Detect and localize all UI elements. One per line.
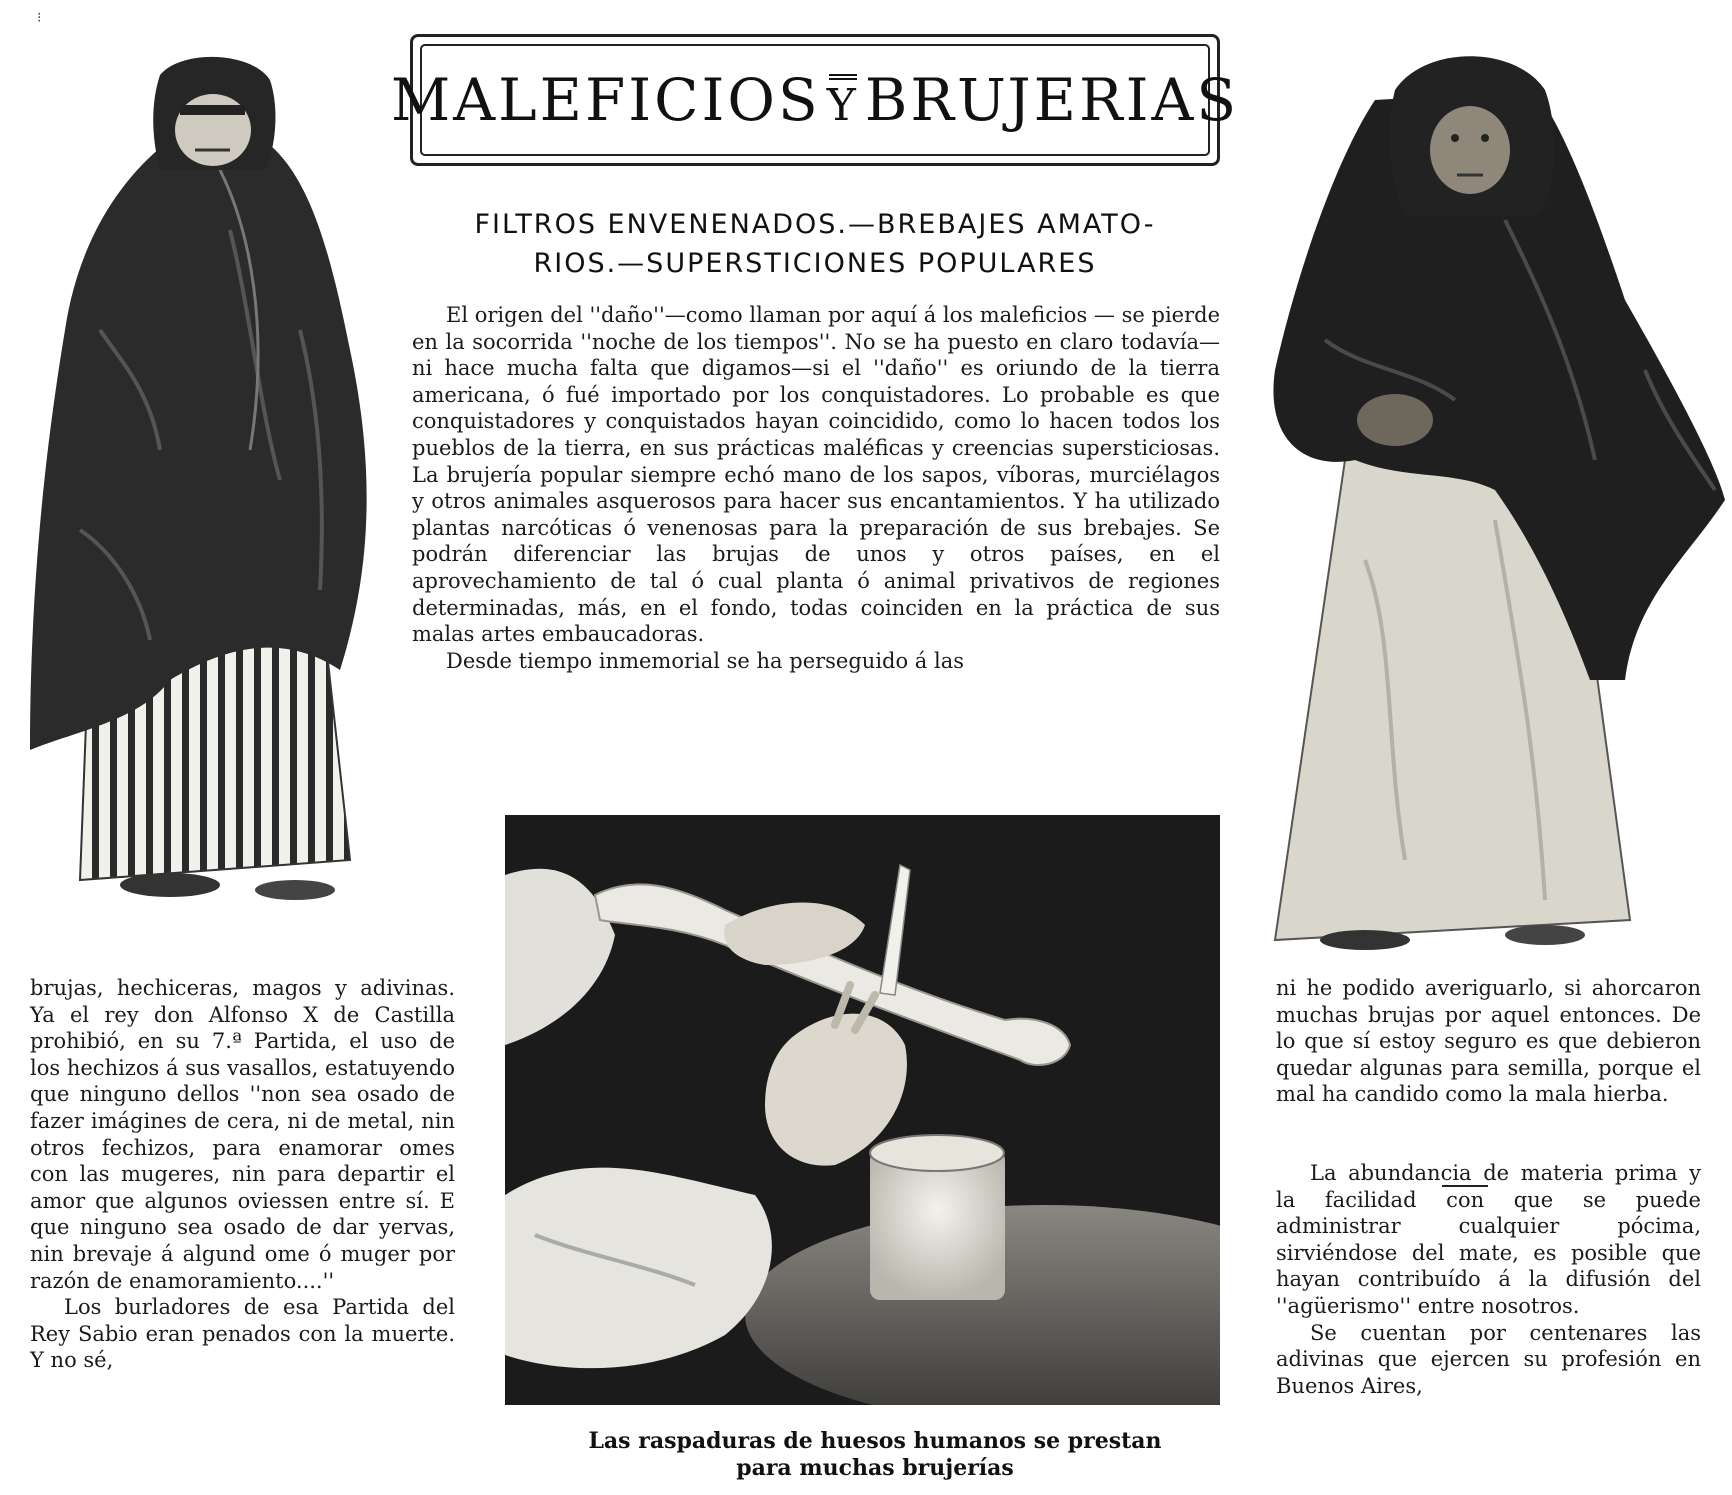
- page-title: [391, 66, 1239, 134]
- paragraph: ni he podido averiguarlo, si ahorcaron muchas brujas por aquel entonces. De lo que sí estoy seguro es que debieron quedar algunas para semilla, porque el mal ha candido como la mala hierba.: [1276, 976, 1701, 1107]
- paragraph: Los burladores de esa Partida del Rey Sabio eran penados con la muerte. Y no sé,: [30, 1295, 455, 1373]
- title-word-maleficios: MALEFICIOS: [390, 66, 821, 134]
- paragraph: brujas, hechiceras, magos y adivinas. Ya el rey don Alfonso X de Castilla prohibió, en su 7.ª Partida, el uso de los hechizos á sus vasallos, estatuyendo que ninguno dellos ''non sea osado de fazer imágines de cera, ni de metal, nin otros fechizos, para enamorar omes con las mugeres, nin para departir el amor que algunos oviessen entre sí. E que ninguno sea osado de dar yervas, nin brevaje á algund ome ó muger por razón de enamoramiento....'': [30, 976, 455, 1293]
- left-figure-illustration: [20, 30, 395, 920]
- title-inner-frame: [390, 44, 1240, 156]
- left-column-text: [30, 975, 455, 1374]
- paragraph: El origen del ''daño''—como llaman por aquí á los maleficios — se pierde en la socorrida ''noche de los tiempos''. No se ha puesto en claro todavía—ni hace mucha falta que digamos—si el ''daño'' es oriundo de la tierra americana, ó fué importado por los conquistadores. Lo probable es que conquistadores y conquistados hayan coincidido, como lo hacen todos los pueblos de la tierra, en sus prácticas maléficas y creencias supersticiosas. La brujería popular siempre echó mano de los sapos, víboras, murciélagos y otros animales asquerosos para hacer sus encantamientos. Y ha utilizado plantas narcóticas ó venenosas para la preparación de sus brebajes. Se podrán diferenciar las brujas de unos y otros países, en el aprovechamiento de tal ó cual planta ó animal privativos de regiones determinadas, más, en el fondo, todas coinciden en la práctica de sus malas artes embaucadoras.: [412, 303, 1220, 647]
- paragraph: Se cuentan por centenares las adivinas que ejercen su profesión en Buenos Aires,: [1276, 1320, 1701, 1398]
- caption-line-1: Las raspaduras de huesos humanos se prestan: [588, 1428, 1162, 1454]
- photo-caption: [500, 1428, 1250, 1482]
- paragraph: La abundancia de materia prima y la facilidad con que se puede administrar cualquier pócima, sirviéndose del mate, es posible que hayan contribuído á la difusión del ''agüerismo'' entre nosotros.: [1276, 1160, 1701, 1318]
- section-divider: [1442, 1185, 1488, 1187]
- subtitle-line-2: RIOS.—SUPERSTICIONES POPULARES: [533, 248, 1097, 279]
- paragraph: Desde tiempo inmemorial se ha perseguido á las: [446, 648, 965, 673]
- subtitle: [410, 205, 1220, 283]
- title-word-brujerias: BRUJERIAS: [864, 66, 1240, 134]
- subtitle-line-1: FILTROS ENVENENADOS.—BREBAJES AMATO-: [474, 209, 1156, 240]
- title-word-y: Y: [826, 80, 859, 131]
- title-box: [390, 34, 1240, 166]
- center-column-text: [412, 302, 1220, 674]
- bone-scraping-photo: [505, 815, 1220, 1405]
- right-column-text: [1276, 975, 1701, 1399]
- caption-line-2: para muchas brujerías: [736, 1455, 1014, 1481]
- corner-mark: ⁝: [37, 10, 42, 26]
- right-figure-illustration: [1245, 40, 1730, 955]
